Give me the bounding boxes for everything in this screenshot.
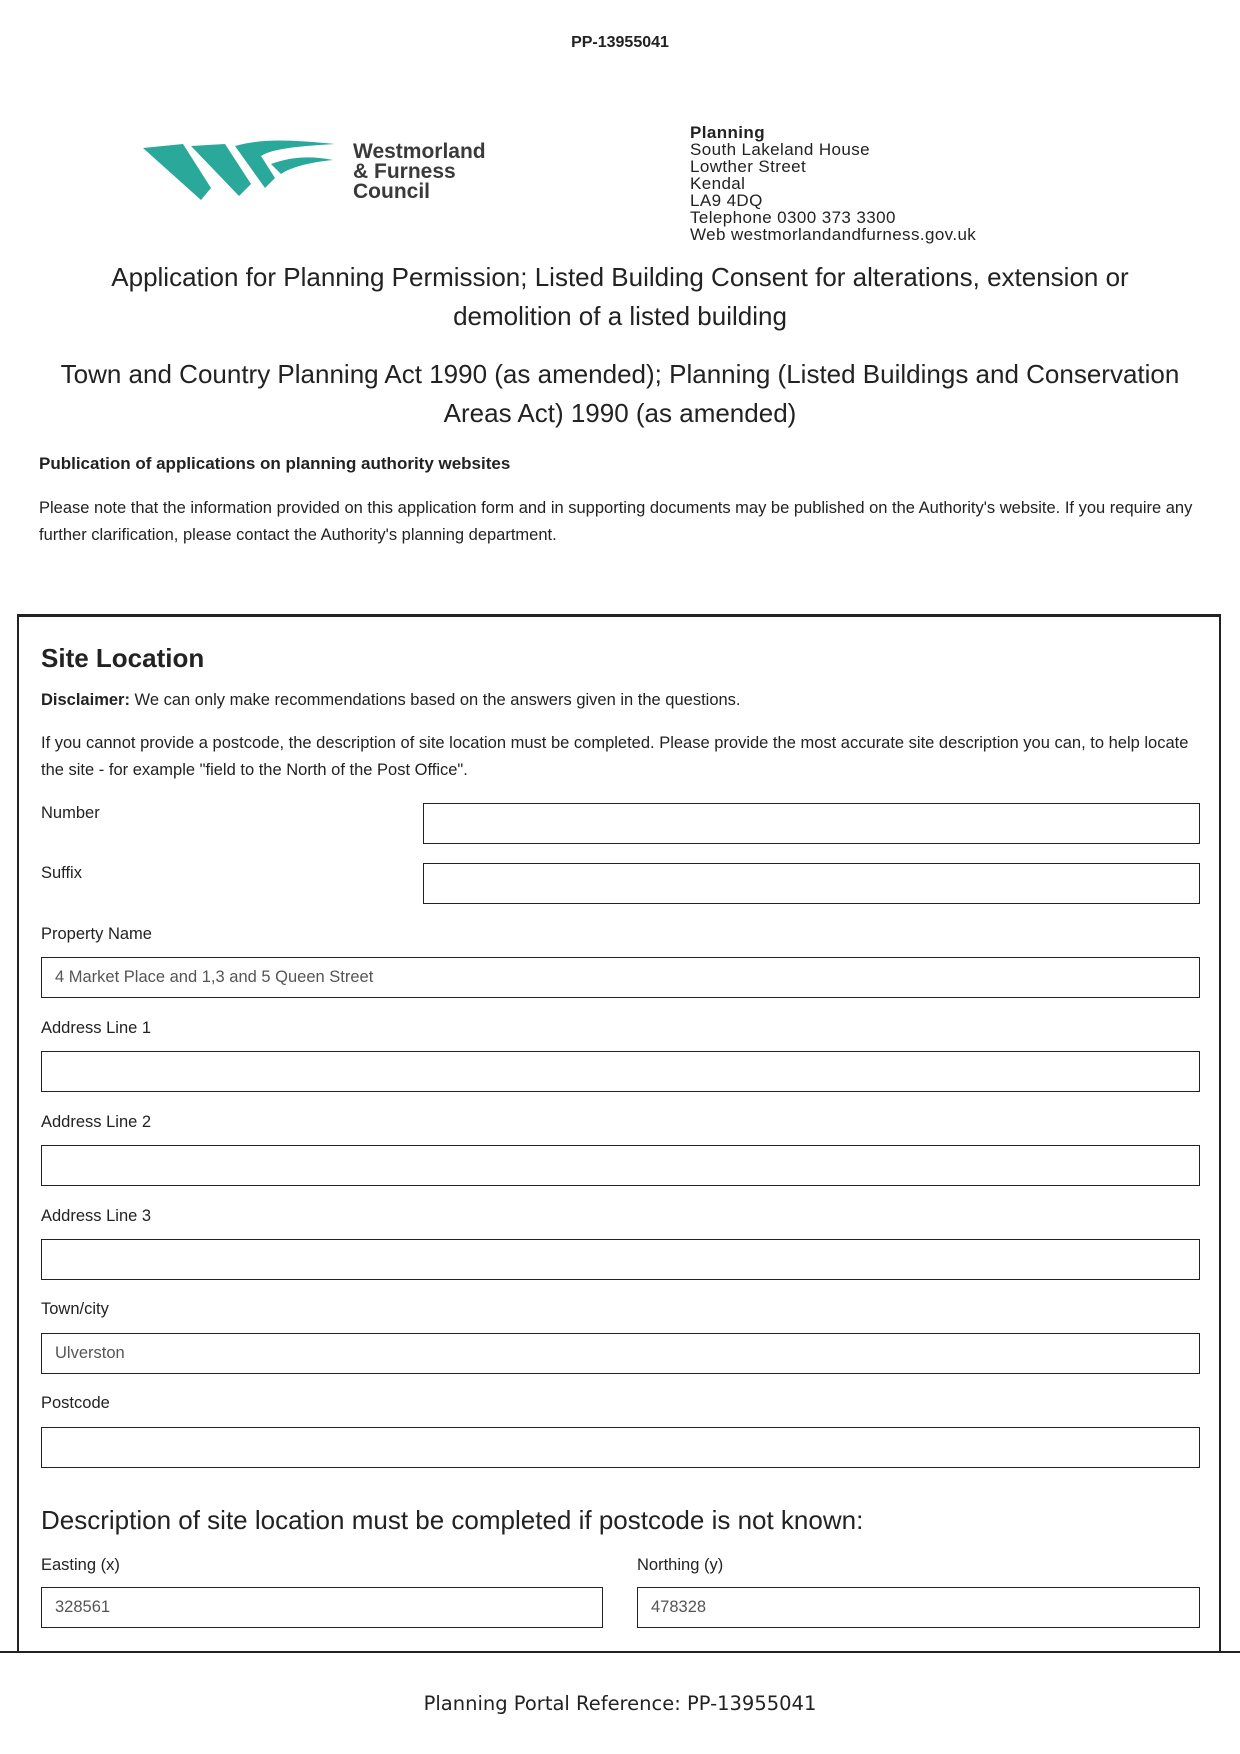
town-city-label: Town/city	[41, 1300, 109, 1318]
address-web: Web westmorlandandfurness.gov.uk	[690, 225, 977, 244]
address-line-3-label: Address Line 3	[41, 1207, 152, 1225]
address-line-3: Kendal	[690, 174, 746, 193]
footer-reference: Planning Portal Reference: PP-13955041	[423, 1692, 817, 1715]
publication-heading: Publication of applications on planning authority websites	[39, 454, 511, 473]
act-title-line-2: Areas Act) 1990 (as amended)	[443, 398, 797, 428]
address-line-2: Lowther Street	[690, 157, 807, 176]
application-title-line-2: demolition of a listed building	[453, 301, 787, 331]
property-name-label: Property Name	[41, 925, 152, 943]
address-line-2-label: Address Line 2	[41, 1113, 152, 1131]
property-name-input[interactable]: 4 Market Place and 1,3 and 5 Queen Street	[41, 957, 1200, 998]
disclaimer-label: Disclaimer:	[41, 691, 130, 709]
disclaimer	[41, 687, 1201, 714]
act-title	[40, 355, 1200, 433]
section-title: Site Location	[41, 643, 205, 673]
disclaimer-text: We can only make recommendations based on the answers given in the questions.	[129, 691, 741, 709]
address-department: Planning	[690, 123, 765, 142]
address-line-1: South Lakeland House	[690, 140, 871, 159]
easting-input[interactable]: 328561	[41, 1587, 603, 1628]
northing-input[interactable]: 478328	[637, 1587, 1200, 1628]
town-city-input[interactable]: Ulverston	[41, 1333, 1200, 1374]
description-heading: Description of site location must be completed if postcode is not known:	[41, 1505, 864, 1535]
address-line-1-input[interactable]	[41, 1051, 1200, 1092]
northing-label: Northing (y)	[637, 1556, 724, 1574]
council-name	[353, 142, 486, 202]
application-title-line-1: Application for Planning Permission; Listed Building Consent for alterations, extension or	[111, 262, 1129, 292]
council-address	[690, 124, 976, 243]
postcode-label: Postcode	[41, 1394, 110, 1412]
site-location-instructions: If you cannot provide a postcode, the description of site location must be completed. Please provide the most accurate site description you can, to help locate the site - for example "field to the North of the Post Office".	[41, 734, 1189, 779]
postcode-input[interactable]	[41, 1427, 1200, 1468]
council-name-line-1: Westmorland	[353, 140, 486, 163]
page-break-rule	[0, 1651, 1240, 1653]
address-line-1-label: Address Line 1	[41, 1019, 152, 1037]
number-input[interactable]	[423, 803, 1200, 844]
suffix-input[interactable]	[423, 863, 1200, 904]
application-title	[40, 258, 1200, 336]
suffix-label: Suffix	[41, 864, 82, 882]
address-postcode: LA9 4DQ	[690, 191, 763, 210]
address-line-3-input[interactable]	[41, 1239, 1200, 1280]
number-label: Number	[41, 804, 100, 822]
address-line-2-input[interactable]	[41, 1145, 1200, 1186]
council-name-line-3: Council	[353, 180, 430, 203]
document-reference: PP-13955041	[571, 34, 669, 51]
easting-label: Easting (x)	[41, 1556, 120, 1574]
act-title-line-1: Town and Country Planning Act 1990 (as amended); Planning (Listed Buildings and Conservation	[60, 359, 1180, 389]
council-name-line-2: & Furness	[353, 160, 456, 183]
council-logo	[143, 138, 543, 208]
publication-text: Please note that the information provided on this application form and in supporting documents may be published on the Authority's website. If you require any further clarification, please contact the Authority's planning department.	[39, 499, 1193, 544]
council-logo-icon	[143, 138, 343, 203]
address-telephone: Telephone 0300 373 3300	[690, 208, 896, 227]
